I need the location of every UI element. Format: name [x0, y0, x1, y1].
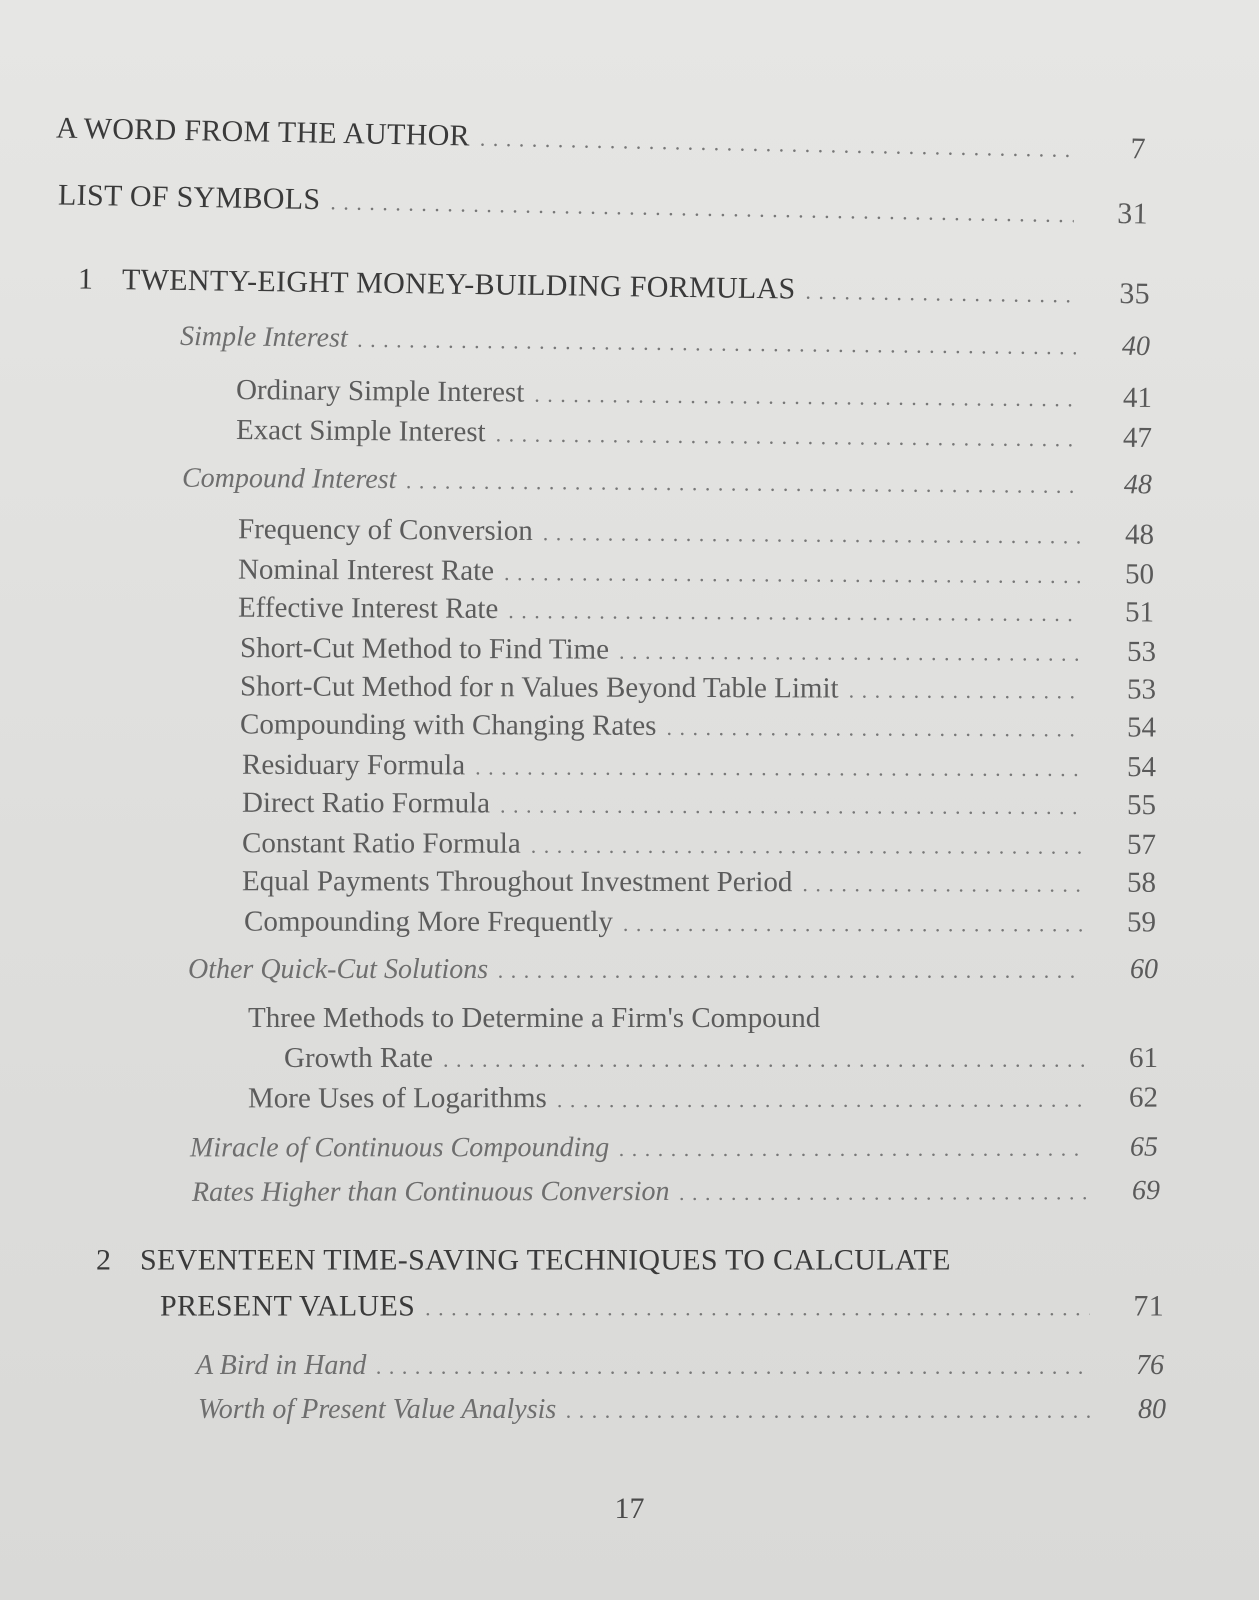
subsection-title: Short-Cut Method for n Values Beyond Table Limit — [239, 670, 839, 705]
section-title: Miracle of Continuous Compounding — [189, 1132, 610, 1164]
subsection-page: 59 — [1126, 906, 1157, 939]
dot-leader — [623, 911, 1082, 937]
dot-leader — [480, 126, 1073, 163]
page-number: 17 — [614, 1492, 645, 1525]
subsection-page: 41 — [1122, 381, 1153, 414]
toc-subsection-equal-payments — [242, 865, 1156, 900]
dot-leader — [531, 833, 1082, 860]
subsection-page: 48 — [1124, 518, 1155, 551]
dot-leader — [376, 1354, 1090, 1380]
section-page: 48 — [1123, 469, 1153, 501]
toc-subsection-exact-simple-interest — [236, 414, 1152, 455]
chapter-title: TWENTY-EIGHT MONEY-BUILDING FORMULAS — [121, 263, 796, 306]
subsection-title: Effective Interest Rate — [237, 591, 499, 625]
toc-entry-page: 31 — [1117, 196, 1149, 231]
subsection-title: Frequency of Conversion — [237, 513, 533, 548]
subsection-page: 62 — [1128, 1081, 1159, 1114]
subsection-page: 58 — [1126, 866, 1157, 899]
dot-leader — [619, 1136, 1084, 1162]
subsection-page: 54 — [1126, 711, 1157, 744]
subsection-page: 51 — [1124, 596, 1155, 629]
subsection-title: More Uses of Logarithms — [247, 1082, 547, 1115]
dot-leader — [543, 520, 1080, 549]
toc-entry-author-word — [56, 112, 1146, 167]
toc-chapter-1 — [78, 263, 1150, 312]
toc-subsection-short-cut-n-values — [240, 670, 1156, 706]
section-title: Simple Interest — [179, 320, 348, 354]
toc-subsection-short-cut-find-time — [240, 632, 1156, 669]
dot-leader — [496, 421, 1079, 452]
toc-chapter-2 — [160, 1291, 1164, 1324]
toc-subsection-three-methods-line1: Three Methods to Determine a Firm's Compound — [248, 1002, 821, 1034]
section-title: A Bird in Hand — [196, 1350, 367, 1381]
dot-leader — [619, 639, 1082, 667]
toc-section-simple-interest — [180, 321, 1150, 363]
toc-subsection-residuary-formula — [242, 749, 1156, 784]
toc-section-miracle-continuous — [190, 1132, 1158, 1165]
toc-section-compound-interest — [182, 463, 1152, 502]
subsection-title: Growth Rate — [284, 1042, 433, 1074]
toc-subsection-nominal-interest-rate — [238, 554, 1154, 592]
section-page: 65 — [1129, 1131, 1159, 1163]
toc-chapter-2-line1 — [96, 1245, 951, 1278]
subsection-page: 57 — [1126, 828, 1157, 861]
toc-section-bird-in-hand — [196, 1350, 1164, 1382]
subsection-title: Direct Ratio Formula — [241, 786, 491, 820]
toc-subsection-compounding-more-frequently — [244, 906, 1156, 940]
section-title: Compound Interest — [181, 462, 397, 496]
section-page: 60 — [1130, 954, 1158, 985]
dot-leader — [425, 1296, 1090, 1321]
dot-leader — [358, 327, 1077, 361]
section-title: Rates Higher than Continuous Conversion — [191, 1176, 670, 1208]
section-page: 69 — [1131, 1175, 1161, 1207]
section-title: Other Quick-Cut Solutions — [188, 954, 489, 985]
subsection-title: Residuary Formula — [241, 748, 466, 782]
subsection-page: 50 — [1124, 558, 1155, 591]
chapter-title-line2: PRESENT VALUES — [160, 1290, 416, 1323]
toc-subsection-ordinary-simple-interest — [236, 374, 1152, 415]
subsection-title: Nominal Interest Rate — [237, 553, 495, 587]
toc-entry-title: LIST OF SYMBOLS — [57, 178, 321, 217]
dot-leader — [443, 1047, 1084, 1073]
toc-subsection-three-methods — [284, 1042, 1158, 1075]
toc-entry-page: 7 — [1130, 132, 1147, 166]
dot-leader — [406, 468, 1078, 499]
subsection-page: 47 — [1122, 421, 1153, 454]
dot-leader — [557, 1087, 1084, 1113]
toc-subsection-constant-ratio-formula — [242, 827, 1156, 862]
toc-section-rates-higher — [192, 1175, 1160, 1209]
subsection-page: 53 — [1126, 673, 1157, 706]
dot-leader — [849, 678, 1082, 705]
section-title: Worth of Present Value Analysis — [198, 1394, 557, 1425]
dot-leader — [534, 382, 1078, 413]
chapter-number: 2 — [96, 1244, 112, 1277]
toc-subsection-more-uses-logarithms — [248, 1082, 1158, 1116]
section-page: 76 — [1136, 1350, 1164, 1381]
dot-leader — [500, 792, 1082, 820]
toc-subsection-effective-interest-rate — [238, 592, 1154, 630]
dot-leader — [330, 189, 1074, 228]
dot-leader — [475, 754, 1082, 782]
dot-leader — [666, 715, 1082, 742]
subsection-title: Ordinary Simple Interest — [235, 374, 525, 409]
chapter-title-line1: SEVENTEEN TIME-SAVING TECHNIQUES TO CALCULATE — [140, 1244, 951, 1277]
chapter-page: 35 — [1119, 277, 1151, 311]
chapter-number: 1 — [77, 262, 94, 296]
dot-leader — [805, 279, 1076, 309]
dot-leader — [508, 598, 1080, 627]
subsection-title: Constant Ratio Formula — [241, 827, 521, 860]
section-page: 40 — [1121, 330, 1151, 363]
dot-leader — [680, 1179, 1086, 1206]
subsection-title: Equal Payments Throughout Investment Period — [241, 865, 793, 899]
subsection-title: Compounding with Changing Rates — [239, 708, 657, 742]
toc-entry-title: A WORD FROM THE AUTHOR — [55, 111, 471, 153]
dot-leader — [504, 560, 1080, 589]
dot-leader — [566, 1398, 1092, 1424]
toc-entry-list-of-symbols — [58, 178, 1148, 231]
subsection-title: Exact Simple Interest — [235, 414, 486, 449]
toc-section-other-quick-cut — [188, 954, 1158, 986]
dot-leader — [498, 958, 1084, 984]
toc-section-worth-present-value — [198, 1394, 1166, 1426]
toc-subsection-changing-rates — [240, 708, 1156, 744]
subsection-page: 53 — [1126, 635, 1157, 668]
subsection-page: 55 — [1126, 789, 1157, 822]
toc-subsection-frequency-of-conversion — [238, 513, 1154, 552]
dot-leader — [802, 871, 1082, 897]
subsection-page: 61 — [1129, 1042, 1158, 1074]
subsection-title: Compounding More Frequently — [243, 905, 613, 938]
toc-subsection-direct-ratio-formula — [242, 787, 1156, 822]
subsection-page: 54 — [1126, 751, 1157, 784]
chapter-page: 71 — [1133, 1290, 1164, 1323]
section-page: 80 — [1138, 1394, 1166, 1425]
subsection-title: Short-Cut Method to Find Time — [239, 632, 610, 666]
